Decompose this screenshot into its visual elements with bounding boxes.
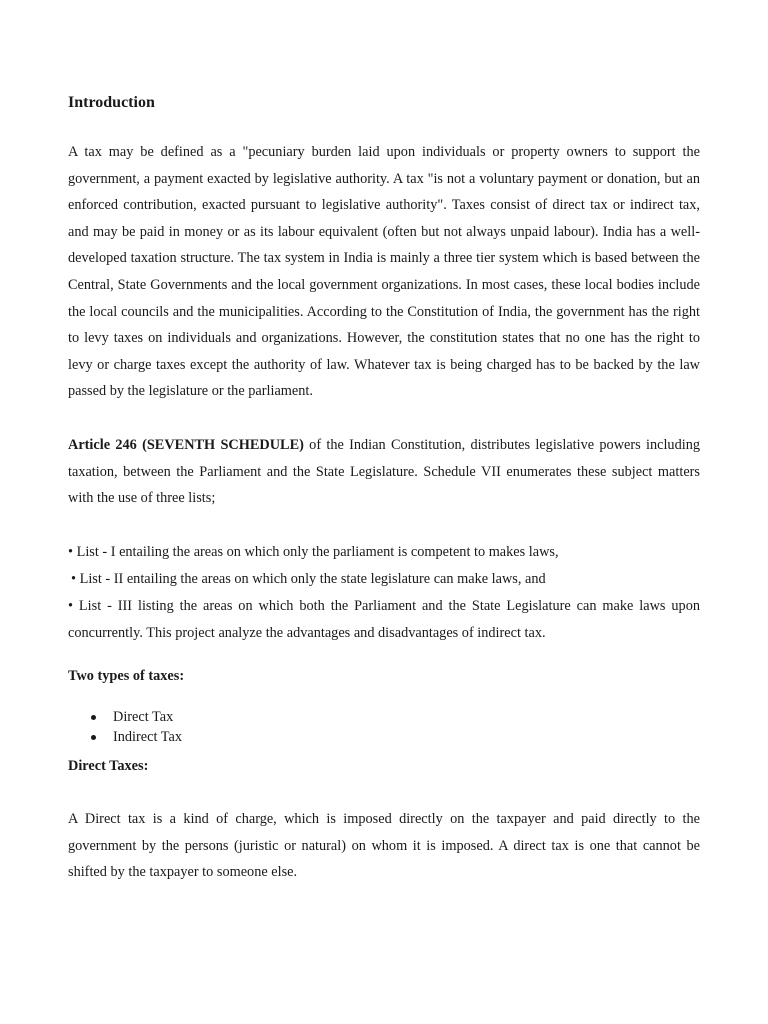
list-line-1: • List - I entailing the areas on which only the parliament is competent to makes laws, [68, 544, 559, 560]
list-item [68, 707, 700, 727]
article-text: of the Indian Constitution, distributes legislative powers including taxation, between the Parliament and the State Legislature. Schedule VII enumerates these subject matters with the use of three lists; [68, 437, 700, 507]
list-line-2: • List - II entailing the areas on which only the state legislature can make laws, and [71, 571, 546, 587]
bullet-icon [91, 715, 96, 720]
list-item-label: Direct Tax [113, 709, 174, 725]
tax-types-list [68, 707, 700, 747]
intro-paragraph: A tax may be defined as a "pecuniary burden laid upon individuals or property owners to support the government, a payment exacted by legislative authority. A tax "is not a voluntary payment or donation, but an enforced contribution, exacted pursuant to legislative authority". Taxes consist of direct tax or indirect tax, and may be paid in money or as its labour equivalent (often but not always unpaid labour). India has a well-developed taxation structure. The tax system in India is mainly a three tier system which is based between the Central, State Governments and the local government organizations. In most cases, these local bodies include the local councils and the municipalities. According to the Constitution of India, the government has the right to levy taxes on individuals and organizations. However, the constitution states that no one has the right to levy or charge taxes except the authority of law. Whatever tax is being charged has to be backed by the law passed by the legislature or the parliament. [68, 144, 700, 400]
page-title: Introduction [68, 94, 155, 111]
list-item [68, 727, 700, 747]
direct-taxes-heading: Direct Taxes: [68, 758, 149, 774]
list-item-label: Indirect Tax [113, 729, 182, 745]
list-line-3: • List - III listing the areas on which both the Parliament and the State Legislature can make laws upon concurrently. This project analyze the advantages and disadvantages of indirect tax. [68, 598, 700, 641]
direct-taxes-paragraph: A Direct tax is a kind of charge, which is imposed directly on the taxpayer and paid directly to the government by the persons (juristic or natural) on whom it is imposed. A direct tax is one that cannot be shifted by the taxpayer to someone else. [68, 811, 700, 881]
bullet-icon [91, 735, 96, 740]
article-reference: Article 246 (SEVENTH SCHEDULE) [68, 437, 304, 453]
article-paragraph [68, 432, 700, 512]
types-heading: Two types of taxes: [68, 668, 185, 684]
